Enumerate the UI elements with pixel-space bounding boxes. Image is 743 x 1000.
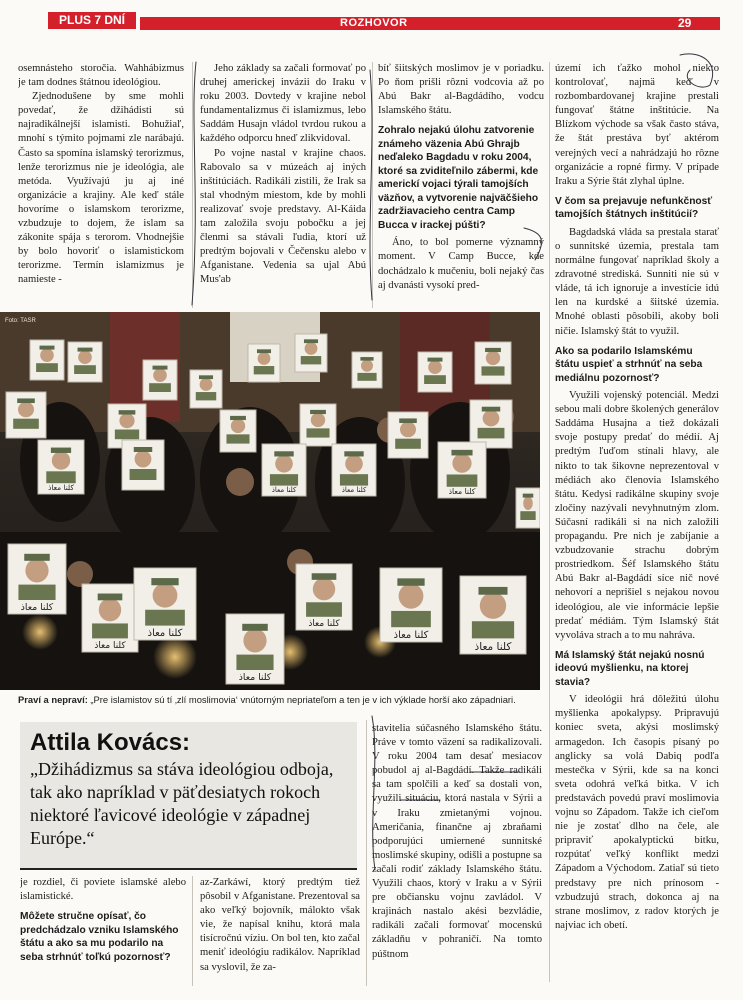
paragraph: osemnásteho storočia. Wahhábizmus je tam dodnes štátnou ideológiou.: [18, 63, 184, 89]
paragraph: Využili vojenský potenciál. Medzi sebou mali dobre školených generálov Saddáma Husajna a tiež dokázali svoje postupy predať do médií. Aj predtým ľuďom stínali hlavy, ale nikto to tak šikovne neprezentoval v médiách ako členovia Islamského štátu. Kedysi radikálne skupiny svoje zločiny nazývali nevyhnutným zlom. Súčasní radikáli si na nich založili propagandu. Pre nich je zabíjanie a vzbudzovanie strachu dobrým prostriedkom. Šéf Islamského štátu Abú Bakr al-Bagdádí síce nič nové nehovorí a neprišiel s nejakou novou ideológiou, ale vie informácie lepšie predať médiám. Tým Islamský štát vyvoláva strach a to mu nahráva.: [555, 390, 719, 641]
portrait-poster: [470, 400, 512, 448]
paragraph: Áno, to bol pomerne významný moment. V Camp Bucce, kde dochádzalo k mučeniu, boli nejaký čas aj dvanásti vysokí pred-: [378, 237, 544, 291]
paragraph: V ideológii hrá dôležitú úlohu myšlienka apokalypsy. Pripravujú koniec sveta, akýsi moslimský armagedon. Ich časopis písaný po anglicky sa volá Dabiq podľa mestečka v Sýrii, kde sa na konci sveta odohrá veľká bitka. V ich predstavách povedú praví moslimovia vojnu so Západom. Takže ich cieľom nie je zostať dlho na čele, ale pripraviť apokalyptickú bitku, rozpútať veľký konflikt medzi Západom a Východom. Zatiaľ sú tieto predstavy pre nich prínosom - vzbudzujú strach, dokonca aj na strane moslimov, z radov ktorých je najviac ich obetí.: [555, 694, 719, 931]
column-divider: [372, 62, 373, 308]
interview-question: Ako sa podarilo Islamskému štátu uspieť a strhnúť na seba mediálnu pozornosť?: [555, 345, 703, 384]
poster-slogan: كلنا معاذ: [448, 487, 476, 496]
caption-text: „Pre islamistov sú tí ‚zlí moslimovia‘ vnútorným nepriateľom a ten je v ich výklade horší ako západniari.: [87, 694, 516, 705]
portrait-poster: [220, 410, 256, 452]
bottom-column-3: [372, 722, 542, 986]
paragraph: az-Zarkáwí, ktorý predtým tiež pôsobil v Afganistane. Prezentoval sa ako veľký bojovník, málokto však vie, že napísal knihu, ktorá mala tisícročnú víziu. On bol ten, kto začal meniť ideológiu radikálov. Napríklad sa vyslovil, že za-: [200, 877, 360, 973]
poster-slogan: كلنا معاذ: [94, 641, 126, 651]
portrait-poster: [475, 342, 511, 384]
poster-slogan: كلنا معاذ: [308, 619, 340, 629]
interview-question: Môžete stručne opísať, čo predchádzalo vzniku Islamského štátu a ako sa mu podarilo na seba strhnúť toľkú pozornosť?: [20, 911, 179, 963]
portrait-poster: [68, 342, 102, 382]
page-number: 29: [678, 16, 692, 30]
poster-slogan: كلنا معاذ: [474, 641, 512, 653]
paragraph: Jeho základy sa začali formovať po druhej americkej invázii do Iraku v roku 2003. Dovtedy v krajine nebol fundamentalizmus či islamizmus, lebo Saddám Husajn vládol tvrdou rukou a každého odporcu hneď zlikvidoval.: [200, 63, 366, 145]
paragraph: Po vojne nastal v krajine chaos. Rabovalo sa v múzeách aj iných inštitúciách. Radikáli zistili, že Irak sa stal vhodným miestom, kde by mohli realizovať svoje predstavy. Al-Káida tam založila svoju pobočku a jej členmi sa stávali ľudia, ktorí už predtým bojovali v Čečensku alebo v Afganistane. Vedenia sa ujal Abú Mus'ab: [200, 147, 366, 286]
portrait-poster: [82, 584, 138, 652]
top-column-1: [18, 62, 184, 308]
portrait-poster: [388, 412, 428, 458]
portrait-poster: [248, 344, 280, 382]
top-column-2: [200, 62, 366, 308]
poster-slogan: كلنا معاذ: [20, 602, 54, 613]
column-divider: [192, 876, 193, 986]
vigil-photo: [0, 312, 540, 690]
portrait-poster: [295, 334, 327, 372]
portrait-poster: [418, 352, 452, 392]
portrait-poster: [262, 444, 306, 496]
portrait-poster: [190, 370, 222, 408]
interview-question: Má Islamský štát nejakú nosnú ideovú myšlienku, na ktorej stavia?: [555, 649, 705, 688]
portrait-poster: [332, 444, 376, 496]
portrait-poster: [226, 614, 284, 684]
pull-quote-rule: [20, 868, 357, 870]
poster-slogan: كلنا معاذ: [341, 485, 367, 494]
portrait-poster: [122, 440, 164, 490]
magazine-brand: PLUS 7 DNÍ: [48, 12, 136, 29]
photo-scene: [0, 312, 540, 690]
paragraph: Bagdadská vláda sa prestala starať o sunnitské územia, prestala tam normálne fungovať napríklad školy a zdravotné strediská. Sunniti nie sú v vláde, tá ich ignoruje a investície idú len na kurdské a šiitské územia. Mnohé oblasti pôsobili, akoby boli ničie. Islamský štát to využil.: [555, 226, 719, 337]
portrait-poster: [380, 568, 442, 642]
interview-question: V čom sa prejavuje nefunkčnosť tamojších štátnych inštitúcií?: [555, 195, 713, 221]
portrait-poster: [438, 442, 486, 498]
paragraph: území ich ťažko mohol niekto kontrolovať, najmä keď v rozbombardovanej krajine prestali fungovať štátne inštitúcie. Na Blízkom východe sa však často stáva, že štát prestáva byť aktérom verejných vecí a nahrádzajú ho rôzne organizácie a ropné firmy. V prípade Iraku a Sýrie štát zlyhal úplne.: [555, 63, 719, 187]
portrait-poster: [8, 544, 66, 614]
paragraph: Zjednodušene by sme mohli povedať, že džihádisti sú najradikálnejší islamisti. Bohužiaľ, mnohí s týmito pojmami zle narábajú. Často sa spomína islamský terorizmus, lenže terorizmus nie je ideológia, ale metóda. Využívajú ju aj iné organizácie a krajiny. Ale keď stále hovoríme o islamskom terorizme, vzbudzuje to dojem, že islam sa zákonite spája s terorom. Vhodnejšie by bolo hovoriť o islamistickom terorizme. Termín islamizmus je namieste -: [18, 91, 184, 286]
poster-slogan: كلنا معاذ: [238, 672, 272, 683]
photo-caption: [18, 694, 538, 706]
paragraph: bíť šiitských moslimov je v poriadku. Po ňom prišli rôzni vodcovia až po Abú Bakr al-Bagdádího, vodcu Islamského štátu.: [378, 63, 544, 117]
poster-slogan: كلنا معاذ: [393, 630, 429, 641]
portrait-poster: [6, 392, 46, 438]
poster-slogan: كلنا معاذ: [271, 485, 297, 494]
column-divider: [549, 62, 550, 982]
right-column: [555, 62, 719, 982]
portrait-poster: [134, 568, 196, 640]
poster-slogan: كلنا معاذ: [147, 628, 183, 639]
portrait-poster: [296, 564, 352, 630]
header-bar: [140, 17, 720, 30]
portrait-poster: [516, 488, 540, 528]
portrait-poster: [38, 440, 84, 494]
section-title: ROZHOVOR: [340, 17, 408, 29]
photo-credit: Foto: TASR: [5, 318, 36, 324]
pull-quote-name: Attila Kovács:: [30, 729, 191, 756]
bottom-column-1: [20, 876, 186, 986]
bottom-column-2: [200, 876, 360, 986]
caption-lead: Praví a nepraví:: [18, 694, 88, 705]
portrait-poster: [460, 576, 526, 654]
paragraph: je rozdiel, či poviete islamské alebo islamistické.: [20, 877, 186, 903]
portrait-poster: [143, 360, 177, 400]
portrait-poster: [30, 340, 64, 380]
column-divider: [366, 720, 367, 986]
portrait-poster: [300, 404, 336, 446]
portrait-poster: [352, 352, 382, 388]
poster-slogan: كلنا معاذ: [48, 483, 74, 492]
column-divider: [192, 62, 193, 308]
top-column-3: [378, 62, 544, 308]
paragraph: stavitelia súčasného Islamského štátu. Práve v tomto väzení sa radikalizovali. V roku 2004 tam desať mesiacov pobudol aj al-Bagdádí. Takže radikáli sa tam spolčili a keď sa dostali von, využili situáciu, ktorá nastala v Sýrii a v Iraku zmietanými vojnou. Američania, finančne aj zbraňami podporujúci umiernené sunnitské moslimské skupiny, odišli a postupne sa začali rodiť základy Islamského štátu. Využili chaos, ktorý v Iraku a v Sýrii pre občiansku vojnu zavládol. V krajinách nastalo akési bezvládie, radikáli začali formovať mocenskú základňu v pohraničí. Na tomto púštnom: [372, 723, 542, 960]
pull-quote-text: „Džihádizmus sa stáva ideológiou odboja, tak ako napríklad v päťdesiatych rokoch niektoré ľavicové ideológie v západnej Európe.“: [30, 759, 334, 848]
interview-question: Zohralo nejakú úlohu zatvorenie známeho väzenia Abú Ghrajb neďaleko Bagdadu v roku 2004, ktoré sa zviditeľnilo zábermi, kde americkí vojaci týrali tamojších väzňov, a vytvorenie najväčšieho zadržiavacieho centra Camp Bucca v irackej púšti?: [378, 125, 539, 231]
